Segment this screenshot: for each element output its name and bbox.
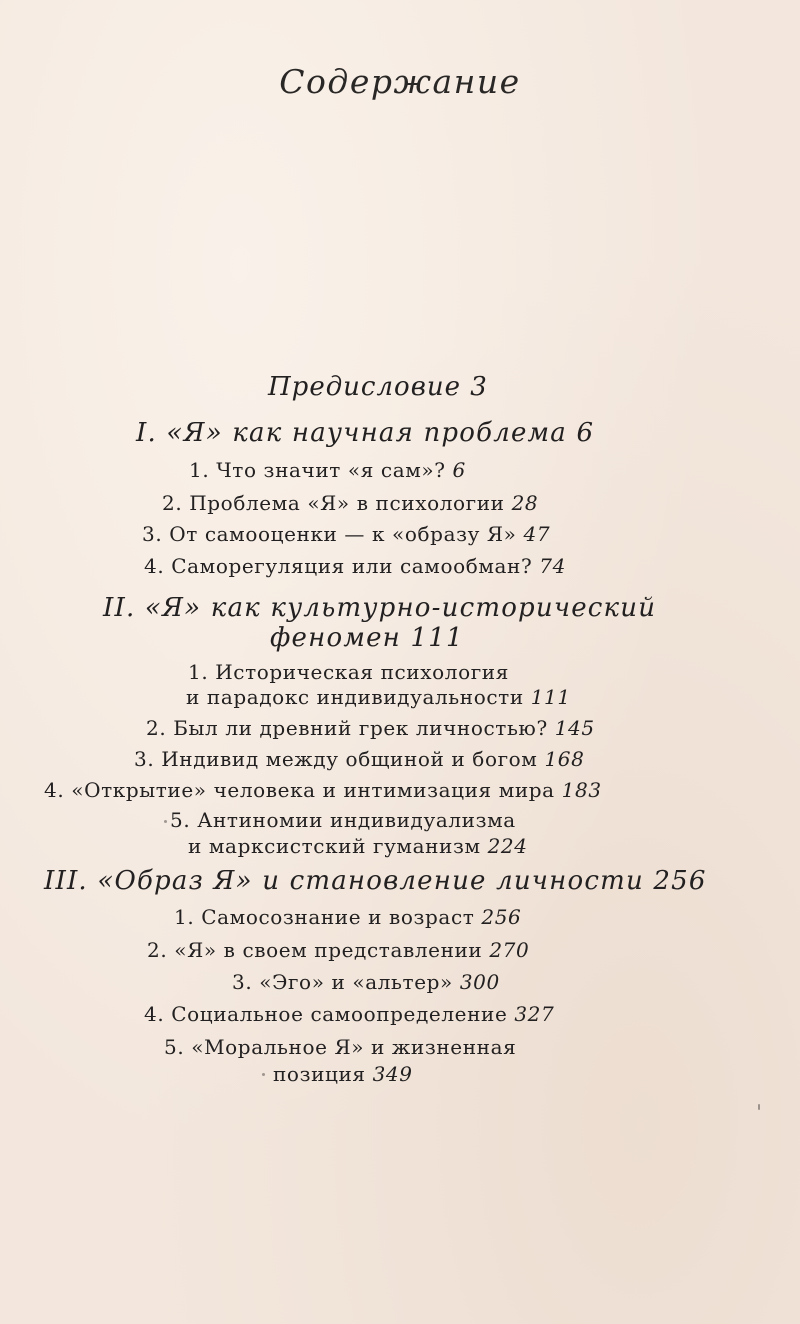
toc-page-number: 47 — [523, 522, 551, 546]
toc-page-number: 111 — [410, 623, 464, 653]
toc-chapter-2-3[interactable] — [134, 747, 584, 771]
toc-label: 1. Самосознание и возраст — [174, 905, 475, 929]
toc-label: 5. «Моральное Я» и жизненная — [164, 1035, 517, 1059]
toc-label: III. «Образ Я» и становление личности — [44, 866, 644, 896]
toc-label: Предисловие — [268, 372, 461, 402]
toc-label: 4. Социальное самоопределение — [144, 1002, 508, 1026]
toc-page-number: 28 — [511, 491, 539, 515]
toc-label: 2. Проблема «Я» в психологии — [162, 491, 505, 515]
toc-label: 4. «Открытие» человека и интимизация мира — [44, 778, 555, 802]
toc-chapter-3-5-line-1[interactable] — [164, 1035, 516, 1059]
toc-chapter-2-1-line-1[interactable] — [188, 660, 509, 684]
toc-label: позиция — [273, 1062, 366, 1086]
toc-page-number: 300 — [459, 970, 500, 994]
toc-chapter-2-4[interactable] — [44, 778, 602, 802]
toc-label: II. «Я» как культурно-исторический — [103, 593, 657, 623]
toc-chapter-1-4[interactable] — [144, 554, 566, 578]
toc-label: 2. «Я» в своем представлении — [147, 938, 483, 962]
toc-label: I. «Я» как научная проблема — [136, 418, 567, 448]
toc-part-2-line-1[interactable] — [103, 593, 656, 623]
toc-label: 2. Был ли древний грек личностью? — [146, 716, 548, 740]
paper-speck — [262, 1073, 265, 1076]
toc-page-number: 111 — [530, 685, 571, 709]
toc-chapter-3-1[interactable] — [174, 905, 521, 929]
toc-label: и парадокс индивидуальности — [186, 685, 524, 709]
toc-label: 4. Саморегуляция или самообман? — [144, 554, 533, 578]
paper-speck — [164, 820, 167, 823]
toc-page-number: 256 — [653, 866, 707, 896]
toc-chapter-3-5-line-2[interactable] — [273, 1062, 413, 1086]
toc-page-number: 183 — [561, 778, 602, 802]
toc-chapter-3-2[interactable] — [147, 938, 529, 962]
toc-page-number: 224 — [487, 834, 528, 858]
toc-label: 1. Что значит «я сам»? — [189, 458, 446, 482]
toc-page-number: 3 — [470, 372, 488, 402]
toc-page-number: 145 — [554, 716, 595, 740]
toc-preface[interactable] — [268, 372, 488, 402]
toc-chapter-2-2[interactable] — [146, 716, 595, 740]
toc-chapter-2-1-line-2[interactable] — [186, 685, 571, 709]
toc-page-number: 256 — [481, 905, 522, 929]
toc-chapter-1-3[interactable] — [142, 522, 550, 546]
toc-page-number: 327 — [514, 1002, 555, 1026]
page-title: Содержание — [279, 62, 521, 101]
toc-chapter-1-2[interactable] — [162, 491, 538, 515]
toc-label: 3. Индивид между общиной и богом — [134, 747, 538, 771]
toc-label: и марксистский гуманизм — [188, 834, 481, 858]
toc-part-3[interactable] — [44, 866, 707, 896]
toc-label: 3. «Эго» и «альтер» — [232, 970, 453, 994]
toc-chapter-1-1[interactable] — [189, 458, 466, 482]
toc-chapter-2-5-line-1[interactable] — [170, 808, 516, 832]
toc-page-number: 74 — [539, 554, 566, 578]
toc-label: 1. Историческая психология — [188, 660, 509, 684]
paper-speck — [758, 1104, 760, 1110]
toc-chapter-2-5-line-2[interactable] — [188, 834, 528, 858]
toc-page-number: 270 — [489, 938, 530, 962]
toc-label: феномен — [270, 623, 401, 653]
toc-page-number: 6 — [452, 458, 466, 482]
toc-label: 3. От самооценки — к «образу Я» — [142, 522, 517, 546]
toc-page-number: 168 — [544, 747, 585, 771]
toc-page-number: 6 — [576, 418, 595, 448]
toc-label: 5. Антиномии индивидуализма — [170, 808, 516, 832]
toc-page-number: 349 — [372, 1062, 413, 1086]
toc-part-2-line-2[interactable] — [270, 623, 464, 653]
toc-chapter-3-3[interactable] — [232, 970, 500, 994]
toc-part-1[interactable] — [136, 418, 594, 448]
toc-chapter-3-4[interactable] — [144, 1002, 554, 1026]
